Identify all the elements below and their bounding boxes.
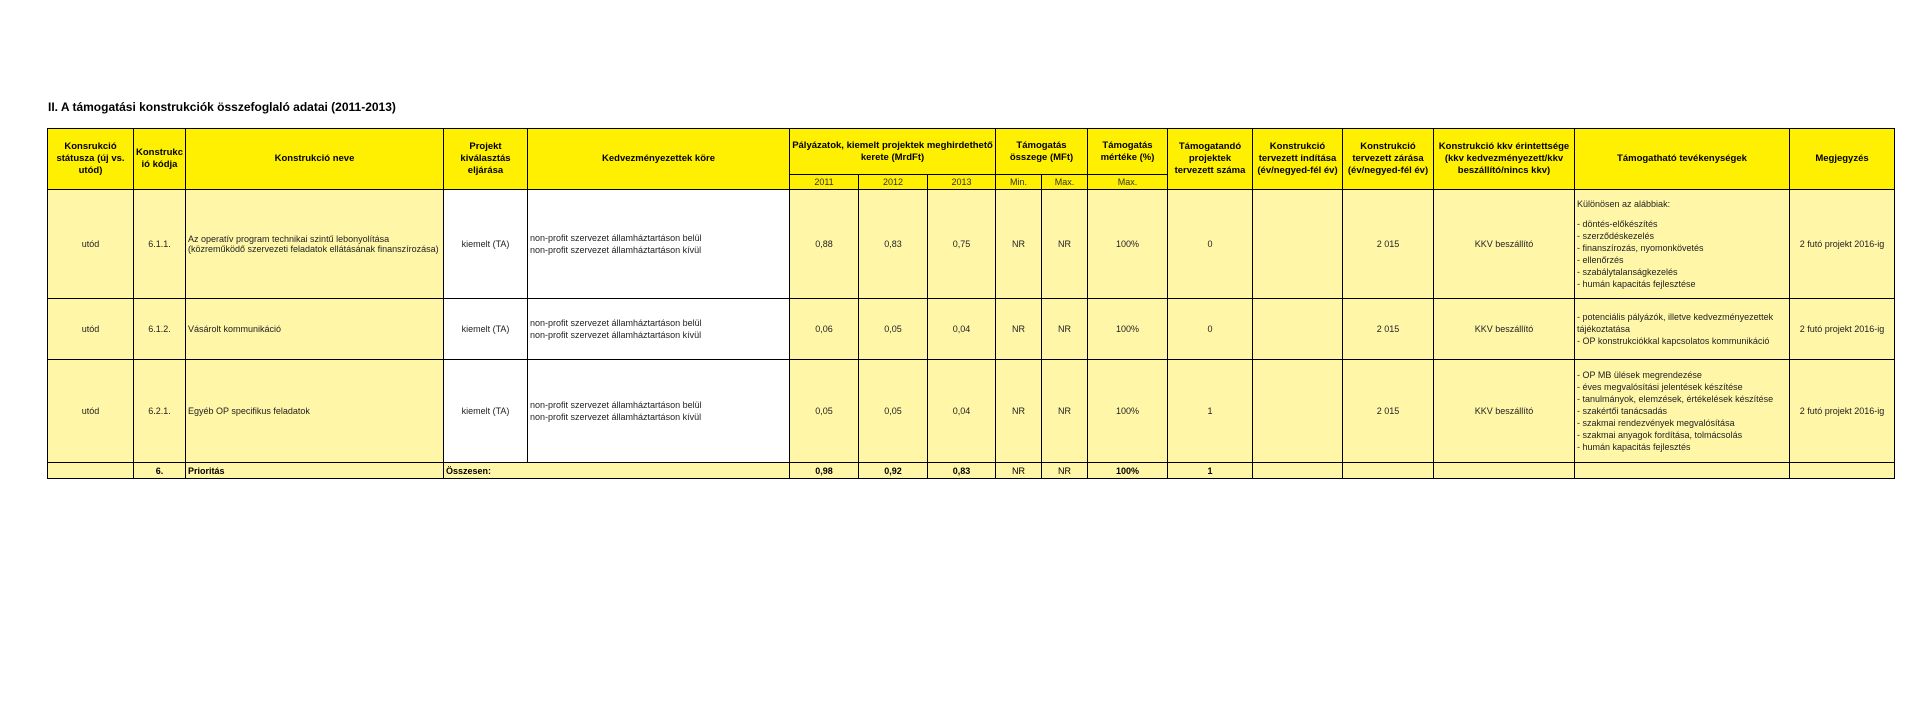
total-2011: 0,98 — [790, 463, 859, 479]
activity-line: - finanszírozás, nyomonkövetés — [1577, 243, 1704, 253]
cell-close: 2 015 — [1343, 360, 1434, 463]
header-projects-count: Támogatandó projektek tervezett száma — [1168, 129, 1253, 190]
activity-line: - tanulmányok, elemzések, értékelések készítése — [1577, 394, 1774, 404]
cell-count: 0 — [1168, 299, 1253, 360]
cell-rate: 100% — [1088, 360, 1168, 463]
cell-name: Vásárolt kommunikáció — [186, 299, 444, 360]
cell-2011: 0,88 — [790, 190, 859, 299]
cell-count: 1 — [1168, 360, 1253, 463]
total-code: 6. — [134, 463, 186, 479]
header-status: Konsrukció státusza (új vs. utód) — [48, 129, 134, 190]
header-support-rate: Támogatás mértéke (%) — [1088, 129, 1168, 175]
total-row — [48, 463, 1895, 479]
activity-line: Különösen az alábbiak: — [1577, 199, 1671, 209]
cell-sme: KKV beszállító — [1434, 299, 1575, 360]
cell-sme: KKV beszállító — [1434, 190, 1575, 299]
cell-2012: 0,83 — [859, 190, 928, 299]
cell-max: NR — [1042, 299, 1088, 360]
total-start — [1253, 463, 1343, 479]
header-start: Konstrukció tervezett indítása (év/negyed-fél év) — [1253, 129, 1343, 190]
cell-count: 0 — [1168, 190, 1253, 299]
cell-2012: 0,05 — [859, 360, 928, 463]
beneficiary-line: non-profit szervezet államháztartáson kívül — [530, 245, 702, 255]
cell-beneficiaries — [528, 190, 790, 299]
total-activities — [1575, 463, 1790, 479]
page-title: II. A támogatási konstrukciók összefoglaló adatai (2011-2013) — [48, 100, 396, 114]
total-count: 1 — [1168, 463, 1253, 479]
header-activities: Támogatható tevékenységek — [1575, 129, 1790, 190]
cell-2013: 0,04 — [928, 299, 996, 360]
cell-name: Az operatív program technikai szintű lebonyolítása (közreműködő szervezeti feladatok ellátásának finanszírozása) — [186, 190, 444, 299]
beneficiary-line: non-profit szervezet államháztartáson belül — [530, 233, 702, 243]
cell-max: NR — [1042, 360, 1088, 463]
header-min: Min. — [996, 175, 1042, 190]
activity-line: - szakértői tanácsadás — [1577, 406, 1668, 416]
cell-status: utód — [48, 190, 134, 299]
activity-line — [1577, 210, 1787, 218]
cell-status: utód — [48, 360, 134, 463]
cell-max: NR — [1042, 190, 1088, 299]
activity-line: - potenciális pályázók, illetve kedvezményezettek tájékoztatása — [1577, 312, 1774, 334]
total-close — [1343, 463, 1434, 479]
total-sme — [1434, 463, 1575, 479]
beneficiary-line: non-profit szervezet államháztartáson kívül — [530, 330, 702, 340]
cell-status: utód — [48, 299, 134, 360]
cell-min: NR — [996, 299, 1042, 360]
header-code: Konstrukc ió kódja — [134, 129, 186, 190]
activity-line: - OP konstrukciókkal kapcsolatos kommunikáció — [1577, 336, 1770, 346]
total-name: Prioritás — [186, 463, 444, 479]
cell-code: 6.2.1. — [134, 360, 186, 463]
cell-selection: kiemelt (TA) — [444, 190, 528, 299]
cell-2011: 0,05 — [790, 360, 859, 463]
activity-line: - döntés-előkészítés — [1577, 219, 1658, 229]
beneficiary-line: non-profit szervezet államháztartáson belül — [530, 400, 702, 410]
header-support-amount: Támogatás összege (MFt) — [996, 129, 1088, 175]
total-2013: 0,83 — [928, 463, 996, 479]
header-2011: 2011 — [790, 175, 859, 190]
header-selection: Projekt kiválasztás eljárása — [444, 129, 528, 190]
total-label: Összesen: — [444, 463, 790, 479]
cell-activities — [1575, 190, 1790, 299]
total-status — [48, 463, 134, 479]
cell-beneficiaries — [528, 360, 790, 463]
cell-start — [1253, 360, 1343, 463]
cell-2012: 0,05 — [859, 299, 928, 360]
total-2012: 0,92 — [859, 463, 928, 479]
cell-close: 2 015 — [1343, 299, 1434, 360]
summary-table — [47, 128, 1895, 479]
cell-selection: kiemelt (TA) — [444, 360, 528, 463]
activity-line: - humán kapacitás fejlesztés — [1577, 442, 1691, 452]
cell-notes: 2 futó projekt 2016-ig — [1790, 190, 1895, 299]
header-rate-max: Max. — [1088, 175, 1168, 190]
activity-line: - szakmai anyagok fordítása, tolmácsolás — [1577, 430, 1743, 440]
cell-start — [1253, 299, 1343, 360]
cell-rate: 100% — [1088, 190, 1168, 299]
header-max: Max. — [1042, 175, 1088, 190]
cell-selection: kiemelt (TA) — [444, 299, 528, 360]
cell-2013: 0,04 — [928, 360, 996, 463]
table-row — [48, 360, 1895, 463]
cell-code: 6.1.1. — [134, 190, 186, 299]
cell-code: 6.1.2. — [134, 299, 186, 360]
activity-line: - ellenőrzés — [1577, 255, 1624, 265]
header-2013: 2013 — [928, 175, 996, 190]
total-max: NR — [1042, 463, 1088, 479]
beneficiary-line: non-profit szervezet államháztartáson kívül — [530, 412, 702, 422]
cell-sme: KKV beszállító — [1434, 360, 1575, 463]
header-close: Konstrukció tervezett zárása (év/negyed-fél év) — [1343, 129, 1434, 190]
cell-activities — [1575, 360, 1790, 463]
activity-line: - humán kapacitás fejlesztése — [1577, 279, 1696, 289]
header-2012: 2012 — [859, 175, 928, 190]
cell-activities — [1575, 299, 1790, 360]
cell-2011: 0,06 — [790, 299, 859, 360]
table-row — [48, 190, 1895, 299]
beneficiary-line: non-profit szervezet államháztartáson belül — [530, 318, 702, 328]
total-min: NR — [996, 463, 1042, 479]
header-tenders: Pályázatok, kiemelt projektek meghirdethető kerete (MrdFt) — [790, 129, 996, 175]
cell-min: NR — [996, 190, 1042, 299]
total-notes — [1790, 463, 1895, 479]
activity-line: - éves megvalósítási jelentések készítése — [1577, 382, 1743, 392]
cell-start — [1253, 190, 1343, 299]
activity-line: - szabálytalanságkezelés — [1577, 267, 1678, 277]
cell-min: NR — [996, 360, 1042, 463]
header-notes: Megjegyzés — [1790, 129, 1895, 190]
table-row — [48, 299, 1895, 360]
cell-notes: 2 futó projekt 2016-ig — [1790, 360, 1895, 463]
cell-rate: 100% — [1088, 299, 1168, 360]
header-beneficiaries: Kedvezményezettek köre — [528, 129, 790, 190]
activity-line: - szakmai rendezvények megvalósítása — [1577, 418, 1735, 428]
cell-notes: 2 futó projekt 2016-ig — [1790, 299, 1895, 360]
header-sme: Konstrukció kkv érintettsége (kkv kedvezményezett/kkv beszállító/nincs kkv) — [1434, 129, 1575, 190]
cell-name: Egyéb OP specifikus feladatok — [186, 360, 444, 463]
cell-beneficiaries — [528, 299, 790, 360]
activity-line: - OP MB ülések megrendezése — [1577, 370, 1702, 380]
total-rate: 100% — [1088, 463, 1168, 479]
activity-line: - szerződéskezelés — [1577, 231, 1655, 241]
cell-close: 2 015 — [1343, 190, 1434, 299]
header-name: Konstrukció neve — [186, 129, 444, 190]
cell-2013: 0,75 — [928, 190, 996, 299]
